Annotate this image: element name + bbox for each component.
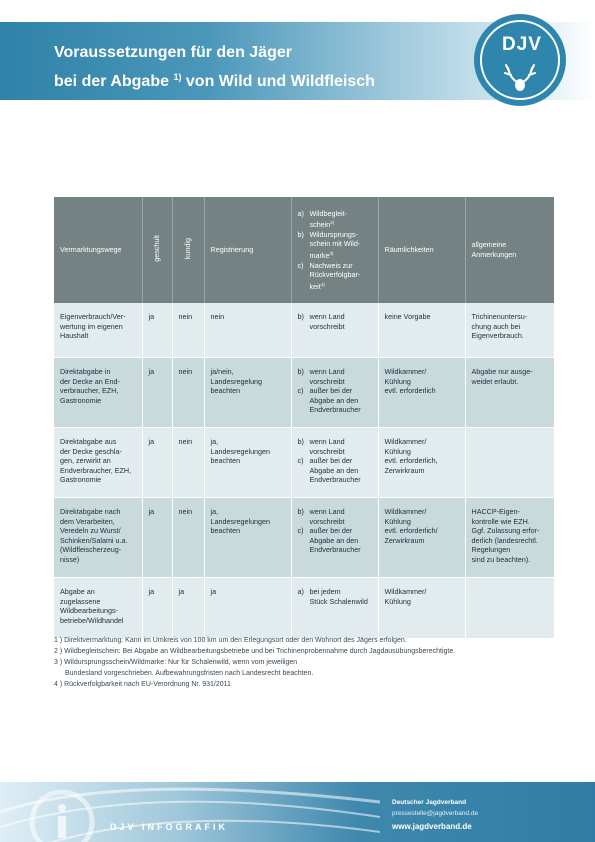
logo-text: DJV <box>502 34 542 55</box>
document-text: Stück Schalenwild <box>309 596 368 606</box>
header-documents-list <box>298 209 372 292</box>
cell-registrierung <box>204 303 291 358</box>
document-text: wenn Land <box>309 367 345 376</box>
table-row <box>54 498 554 578</box>
cell-vermarktungsweg <box>54 578 142 639</box>
page-title <box>54 40 375 94</box>
registrierung-text-line: beachten <box>210 456 241 466</box>
anmerkungen-text-line: Ggf. Zulassung erfor- <box>471 526 540 536</box>
vermarktungsweg-text-line: dem Verarbeiten, <box>60 516 115 526</box>
cell-documents <box>291 498 378 578</box>
cell-registrierung <box>204 498 291 578</box>
anmerkungen-text-line: chung auch bei <box>471 321 521 331</box>
registrierung-text-line: ja <box>210 587 217 596</box>
cell-geschult: ja <box>142 303 172 358</box>
cell-kundig: nein <box>172 303 204 358</box>
registrierung-text <box>211 312 285 322</box>
cell-vermarktungsweg <box>54 498 142 578</box>
document-text: vorschreibt <box>309 516 345 526</box>
cell-documents <box>291 358 378 428</box>
vermarktungsweg-text-line: verbraucher, EZH, <box>60 386 119 396</box>
registrierung-text-line: Landesregelungen <box>210 446 271 456</box>
title-line-1: Voraussetzungen für den Jäger <box>54 44 292 61</box>
cell-geschult: ja <box>142 578 172 639</box>
document-label: c) <box>297 526 304 536</box>
vermarktungsweg-text-line: Endverbraucher, EZH, <box>60 465 132 475</box>
logo-ring <box>480 20 560 100</box>
document-item <box>298 526 372 555</box>
header-geschult: geschult <box>142 197 172 303</box>
cell-anmerkungen <box>465 428 554 498</box>
header-doc-c: c) Nachweis zur Rückverfolgbar- keit$^{4)}$ <box>297 260 361 291</box>
registrierung-text <box>211 587 285 597</box>
document-text: Abgabe an den <box>309 535 359 545</box>
table-row <box>54 303 554 358</box>
raeumlichkeiten-text <box>385 507 459 545</box>
document-text: wenn Land <box>309 437 345 446</box>
raeumlichkeiten-text-line: evtl. erforderlich/ <box>384 526 438 536</box>
anmerkungen-text-line: weidet erlaubt. <box>471 376 519 386</box>
vermarktungsweg-text-line: Wildbearbeitungs- <box>60 606 118 616</box>
registrierung-text <box>211 437 285 466</box>
header-registrierung: Registrierung <box>204 197 291 303</box>
anmerkungen-text-line: Trichinenuntersu- <box>471 312 528 321</box>
vermarktungsweg-text <box>60 367 136 405</box>
footnote-3-continued: Bundesland vorgeschrieben. Aufbewahrungsfristen nach Landesrecht beachten. <box>65 670 314 677</box>
raeumlichkeiten-text <box>385 587 459 606</box>
requirements-table <box>54 197 555 639</box>
registrierung-text <box>211 367 285 396</box>
vermarktungsweg-text-line: Eigenverbrauch/Ver- <box>60 312 126 321</box>
vermarktungsweg-text-line: Veredeln zu Wurst/ <box>60 526 121 536</box>
cell-anmerkungen <box>465 303 554 358</box>
document-text: außer bei der <box>309 386 353 396</box>
cell-registrierung <box>204 578 291 639</box>
header-doc-b: b) Wildursprungs- schein mit Wild- marke$^{3)}$ <box>297 229 361 260</box>
vermarktungsweg-text-line: Haushalt <box>60 331 89 341</box>
raeumlichkeiten-text-line: Wildkammer/ <box>384 437 427 446</box>
cell-raeumlichkeiten <box>378 303 465 358</box>
vermarktungsweg-text-line: (Wildfleischerzeug- <box>60 545 122 555</box>
table-row <box>54 428 554 498</box>
anmerkungen-text <box>472 507 548 565</box>
registrierung-text <box>211 507 285 536</box>
document-text: Endverbraucher <box>309 405 361 415</box>
anmerkungen-text-line: kontrolle wie EZH. <box>471 516 530 526</box>
cell-raeumlichkeiten <box>378 358 465 428</box>
footer-org: Deutscher Jagdverband <box>392 799 467 806</box>
raeumlichkeiten-text-line: keine Vorgabe <box>384 312 431 321</box>
footer-band <box>0 782 595 842</box>
document-item <box>298 367 372 386</box>
footnote-2: 2 ) Wildbegleitschein: Bei Abgabe an Wildbearbeitungsbetriebe und bei Trichinenprobennahme durch Jagdausübungsberechtigte. <box>54 648 456 655</box>
document-item <box>298 437 372 456</box>
header-kundig: kundig <box>172 197 204 303</box>
vermarktungsweg-text-line: nisse) <box>60 554 80 564</box>
cell-vermarktungsweg <box>54 428 142 498</box>
vermarktungsweg-text <box>60 437 136 485</box>
vermarktungsweg-text <box>60 587 136 625</box>
registrierung-text-line: beachten <box>210 386 241 396</box>
document-text: außer bei der <box>309 526 353 536</box>
cell-registrierung <box>204 358 291 428</box>
anmerkungen-text <box>472 367 548 386</box>
documents-list <box>298 312 372 331</box>
vermarktungsweg-text-line: zugelassene <box>60 596 101 606</box>
vermarktungsweg-text-line: Direktabgabe in <box>60 367 111 376</box>
cell-kundig: nein <box>172 358 204 428</box>
document-text: vorschreibt <box>309 446 345 456</box>
raeumlichkeiten-text-line: Wildkammer/ <box>384 367 427 376</box>
cell-kundig: nein <box>172 428 204 498</box>
footer-email-link[interactable]: pressestelle@jagdverband.de <box>392 810 479 817</box>
vermarktungsweg-text-line: Abgabe an <box>60 587 95 596</box>
document-text: vorschreibt <box>309 321 345 331</box>
cell-documents <box>291 303 378 358</box>
deer-antler-icon <box>500 62 540 92</box>
document-text: außer bei der <box>309 456 353 466</box>
vermarktungsweg-text-line: gen, zerwirkt an <box>60 456 111 466</box>
document-item <box>298 386 372 415</box>
anmerkungen-text-line: HACCP-Eigen- <box>471 507 520 516</box>
document-item <box>298 507 372 526</box>
vermarktungsweg-text-line: der Decke an End- <box>60 376 120 386</box>
documents-list <box>298 437 372 485</box>
vermarktungsweg-text-line: Gastronomie <box>60 475 102 485</box>
documents-list <box>298 587 372 606</box>
header-vermarktungswege: Vermarktungswege <box>54 197 142 303</box>
registrierung-text-line: Landesregelung <box>210 376 263 386</box>
registrierung-text-line: ja/nein, <box>210 367 234 376</box>
raeumlichkeiten-text-line: evtl. erforderlich, <box>384 456 438 466</box>
document-text: Abgabe an den <box>309 465 359 475</box>
vermarktungsweg-text-line: Direktabgabe nach <box>60 507 121 516</box>
djv-logo <box>474 14 566 106</box>
cell-anmerkungen <box>465 498 554 578</box>
registrierung-text-line: ja, <box>210 507 219 516</box>
raeumlichkeiten-text-line: Zerwirkraum <box>384 465 425 475</box>
document-text: vorschreibt <box>309 376 345 386</box>
anmerkungen-text-line: sind zu beachten). <box>471 554 531 564</box>
cell-documents <box>291 428 378 498</box>
cell-raeumlichkeiten <box>378 578 465 639</box>
registrierung-text-line: ja, <box>210 437 219 446</box>
raeumlichkeiten-text-line: Wildkammer/ <box>384 587 427 596</box>
footnote-4: 4 ) Rückverfolgbarkeit nach EU-Verordnung Nr. 931/2011 <box>54 681 231 688</box>
document-label: b) <box>297 507 304 516</box>
header-documents <box>291 197 378 303</box>
registrierung-text-line: nein <box>210 312 225 321</box>
cell-anmerkungen <box>465 578 554 639</box>
document-text: Endverbraucher <box>309 475 361 485</box>
raeumlichkeiten-text <box>385 367 459 396</box>
raeumlichkeiten-text-line: Kühlung <box>384 516 411 526</box>
document-label: c) <box>297 386 304 396</box>
document-label: b) <box>297 437 304 446</box>
anmerkungen-text-line: Abgabe nur ausge- <box>471 367 533 376</box>
vermarktungsweg-text-line: betriebe/Wildhandel <box>60 615 124 625</box>
anmerkungen-text-line: Eigenverbrauch. <box>471 331 524 341</box>
document-label: b) <box>297 312 304 321</box>
vermarktungsweg-text-line: der Decke geschla- <box>60 446 122 456</box>
table-row <box>54 578 554 639</box>
header-raeumlichkeiten: Räumlichkeiten <box>378 197 465 303</box>
document-text: wenn Land <box>309 312 345 321</box>
document-item <box>298 312 372 331</box>
cell-registrierung <box>204 428 291 498</box>
raeumlichkeiten-text-line: Wildkammer/ <box>384 507 427 516</box>
anmerkungen-text-line: Regelungen <box>471 545 511 555</box>
document-text: Abgabe an den <box>309 395 359 405</box>
raeumlichkeiten-text-line: Kühlung <box>384 446 411 456</box>
footnote-1: 1 ) Direktvermarktung: Kann im Umkreis von 100 km um den Erlegungsort oder den Wohnort des Jägers erfolgen. <box>54 637 407 644</box>
cell-anmerkungen <box>465 358 554 428</box>
cell-kundig: ja <box>172 578 204 639</box>
footnote-3: 3 ) Wildursprungsschein/Wildmarke: Nur für Schalenwild, wenn vom jeweiligen <box>54 659 298 666</box>
vermarktungsweg-text-line: Gastronomie <box>60 395 102 405</box>
cell-raeumlichkeiten <box>378 498 465 578</box>
title-line-2: bei der Abgabe $^{1)}$ von Wild und Wildfleisch <box>54 72 375 90</box>
raeumlichkeiten-text-line: Kühlung <box>384 376 411 386</box>
cell-geschult: ja <box>142 498 172 578</box>
cell-vermarktungsweg <box>54 303 142 358</box>
registrierung-text-line: beachten <box>210 526 241 536</box>
registrierung-text-line: Landesregelungen <box>210 516 271 526</box>
footer-website-link[interactable]: www.jagdverband.de <box>392 822 472 831</box>
info-swirl-icon <box>0 782 380 842</box>
footer-label: DJV INFOGRAFIK <box>110 822 229 832</box>
anmerkungen-text <box>472 312 548 341</box>
cell-kundig: nein <box>172 498 204 578</box>
table-header-row <box>54 197 554 303</box>
raeumlichkeiten-text <box>385 437 459 475</box>
cell-geschult: ja <box>142 428 172 498</box>
document-item <box>298 456 372 485</box>
raeumlichkeiten-text <box>385 312 459 322</box>
anmerkungen-text-line: derlich (landesrechtl. <box>471 535 538 545</box>
cell-vermarktungsweg <box>54 358 142 428</box>
document-label: c) <box>297 456 304 466</box>
document-text: bei jedem <box>309 587 341 596</box>
document-text: wenn Land <box>309 507 345 516</box>
documents-list <box>298 367 372 415</box>
vermarktungsweg-text-line: wertung im eigenen <box>60 321 123 331</box>
raeumlichkeiten-text-line: Kühlung <box>384 596 411 606</box>
vermarktungsweg-text <box>60 312 136 341</box>
vermarktungsweg-text <box>60 507 136 565</box>
document-item <box>298 587 372 606</box>
header-doc-a: a) Wildbegleit- schein$^{2)}$ <box>297 208 348 230</box>
cell-raeumlichkeiten <box>378 428 465 498</box>
document-label: b) <box>297 367 304 376</box>
vermarktungsweg-text-line: Direktabgabe aus <box>60 437 117 446</box>
header-anmerkungen: allgemeine Anmerkungen <box>465 197 554 303</box>
raeumlichkeiten-text-line: Zerwirkraum <box>384 535 425 545</box>
document-text: Endverbraucher <box>309 545 361 555</box>
vermarktungsweg-text-line: Schinken/Salami u.a. <box>60 535 128 545</box>
documents-list <box>298 507 372 555</box>
table-row <box>54 358 554 428</box>
cell-geschult: ja <box>142 358 172 428</box>
raeumlichkeiten-text-line: evtl. erforderlich <box>384 386 436 396</box>
footnotes <box>54 635 574 690</box>
cell-documents <box>291 578 378 639</box>
document-label: a) <box>297 587 304 596</box>
